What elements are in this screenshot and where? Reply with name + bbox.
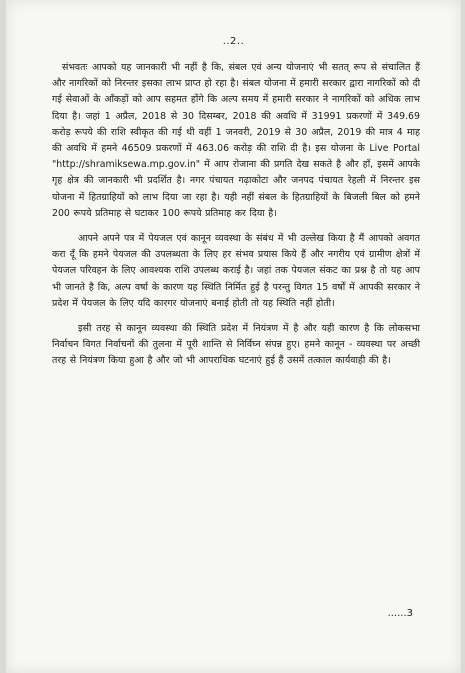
paragraph-law-order: इसी तरह से कानून व्यवस्था की स्थिति प्रदेश में नियंत्रण में है और यही कारण है कि लोकसभा निर्वाचन विगत निर्वाचनों की तुलना में पूरी शान्ति से निर्विघ्न संपन्न हुए। हमने कानून - व्यवस्था पर अच्छी तरह से नियंत्रण किया हुआ है और जो भी आपराधिक घटनाएं हुई हैं उसमें तत्काल कार्यवाही की है। <box>52 323 420 367</box>
letter-page <box>6 0 461 673</box>
page-number: ..2.. <box>222 36 245 47</box>
paragraph-drinking-water: आपने अपने पत्र में पेयजल एवं कानून व्यवस्था के संबंध में भी उल्लेख किया है मैं आपको अवगत करा दूँ कि हमने पेयजल की उपलब्धता के लिए हर संभव प्रयास किये हैं और नगरीय एवं ग्रामीण क्षेत्रों में पेयजल परिवहन के लिए आवश्यक राशि उपलब्ध कराई है। जहां तक पेयजल संकट का प्रश्न है तो यह आप भी जानते है कि, अल्प वर्षा के कारण यह स्थिति निर्मित हुई है परन्तु विगत 15 वर्षों में आपकी सरकार ने प्रदेश में पेयजल के लिए यदि कारगर योजनाएं बनाई होती तो यह स्थिति नहीं होती। <box>52 233 420 309</box>
paragraph-sambal: संभवतः आपको यह जानकारी भी नहीं है कि, संबल एवं अन्य योजनाएं भी सतत् रूप से संचालित हैं और नागरिकों को निरन्तर इसका लाभ प्राप्त हो रहा है। संबल योजना में हमारी सरकार द्वारा नागरिकों को दी गई सेवाओं के आँकड़ों को आप सहमत होंगे कि अल्प समय में हमारी सरकार ने नागरिकों को अधिक लाभ दिया है। जहां 1 अप्रैल, 2018 से 30 दिसम्बर, 2018 की अवधि में 31991 प्रकरणों में 349.69 करोड़ रूपये की राशि स्वीकृत की गई थी वहीं 1 जनवरी, 2019 से 30 अप्रैल, 2019 की मात्र 4 माह की अवधि में हमने 46509 प्रकरणों में 463.06 करोड़ की राशि दी है। इस योजना के Live Portal "http://shramiksewa.mp.gov.in" में आप रोजाना की प्रगति देख सकते है और हाँ, इसमें आपके गृह क्षेत्र की जानकारी भी प्रदर्शित है। नगर पंचायत गढ़ाकोटा और जनपद पंचायत रेहली में निरन्तर इस योजना में हितग्राहियों को लाभ दिया जा रहा है। यही नहीं संबल के हितग्राहियों के बिजली बिल को हमने 200 रूपये प्रतिमाह से घटाकर 100 रूपये प्रतिमाह कर दिया है। <box>52 62 420 219</box>
continuation-marker: ......3 <box>387 608 413 619</box>
letter-body <box>52 60 420 379</box>
